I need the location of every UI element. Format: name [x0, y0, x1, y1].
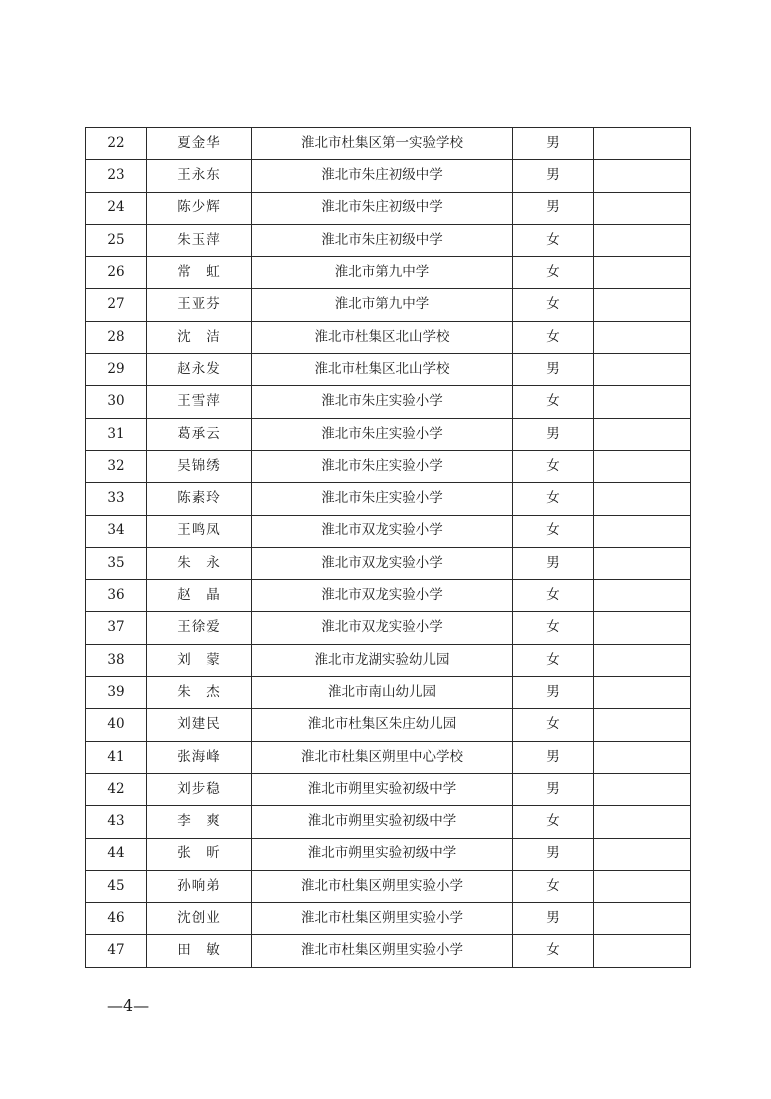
gender-cell: 男	[513, 773, 594, 805]
gender-cell: 女	[513, 224, 594, 256]
note-cell	[594, 612, 691, 644]
person-name: 朱玉萍	[177, 231, 221, 248]
person-name: 王雪萍	[177, 393, 221, 410]
table-row	[86, 741, 691, 773]
gender-cell: 女	[513, 806, 594, 838]
row-number-cell: 26	[86, 257, 147, 289]
gender-cell: 女	[513, 870, 594, 902]
school-cell: 淮北市双龙实验小学	[252, 547, 513, 579]
note-cell	[594, 677, 691, 709]
name-cell	[147, 515, 252, 547]
gender-cell: 男	[513, 160, 594, 192]
name-cell	[147, 677, 252, 709]
name-cell	[147, 612, 252, 644]
gender-cell: 女	[513, 644, 594, 676]
table-row	[86, 418, 691, 450]
person-name: 张海峰	[177, 748, 221, 765]
note-cell	[594, 935, 691, 967]
table-row	[86, 354, 691, 386]
note-cell	[594, 806, 691, 838]
table-row	[86, 128, 691, 160]
row-number-cell: 23	[86, 160, 147, 192]
gender-cell: 男	[513, 741, 594, 773]
row-number-cell: 47	[86, 935, 147, 967]
gender-cell: 男	[513, 677, 594, 709]
person-name: 刘 蒙	[177, 651, 221, 668]
roster-table-body	[86, 128, 691, 968]
gender-cell: 女	[513, 612, 594, 644]
name-cell	[147, 224, 252, 256]
person-name: 李 爽	[177, 813, 221, 830]
page-number: —4—	[107, 996, 150, 1015]
note-cell	[594, 128, 691, 160]
table-row	[86, 257, 691, 289]
name-cell	[147, 644, 252, 676]
name-cell	[147, 418, 252, 450]
roster-table	[85, 127, 691, 968]
row-number-cell: 42	[86, 773, 147, 805]
note-cell	[594, 450, 691, 482]
table-row	[86, 321, 691, 353]
school-cell: 淮北市朔里实验初级中学	[252, 806, 513, 838]
school-cell: 淮北市杜集区朔里实验小学	[252, 903, 513, 935]
school-cell: 淮北市杜集区朔里实验小学	[252, 935, 513, 967]
person-name: 沈创业	[177, 910, 221, 927]
row-number-cell: 24	[86, 192, 147, 224]
note-cell	[594, 773, 691, 805]
note-cell	[594, 870, 691, 902]
person-name: 王鸣凤	[177, 522, 221, 539]
name-cell	[147, 580, 252, 612]
name-cell	[147, 128, 252, 160]
name-cell	[147, 935, 252, 967]
school-cell: 淮北市朔里实验初级中学	[252, 838, 513, 870]
person-name: 朱 永	[177, 554, 221, 571]
person-name: 王亚芬	[177, 296, 221, 313]
person-name: 张 昕	[177, 845, 221, 862]
name-cell	[147, 741, 252, 773]
name-cell	[147, 870, 252, 902]
row-number-cell: 41	[86, 741, 147, 773]
school-cell: 淮北市杜集区北山学校	[252, 321, 513, 353]
gender-cell: 男	[513, 192, 594, 224]
note-cell	[594, 192, 691, 224]
note-cell	[594, 903, 691, 935]
note-cell	[594, 289, 691, 321]
name-cell	[147, 709, 252, 741]
school-cell: 淮北市第九中学	[252, 257, 513, 289]
row-number-cell: 27	[86, 289, 147, 321]
school-cell: 淮北市双龙实验小学	[252, 515, 513, 547]
row-number-cell: 45	[86, 870, 147, 902]
row-number-cell: 43	[86, 806, 147, 838]
gender-cell: 男	[513, 838, 594, 870]
gender-cell: 女	[513, 321, 594, 353]
person-name: 朱 杰	[177, 683, 221, 700]
table-row	[86, 450, 691, 482]
table-row	[86, 612, 691, 644]
note-cell	[594, 838, 691, 870]
person-name: 田 敏	[177, 942, 221, 959]
gender-cell: 男	[513, 547, 594, 579]
school-cell: 淮北市朱庄实验小学	[252, 418, 513, 450]
gender-cell: 男	[513, 128, 594, 160]
gender-cell: 女	[513, 515, 594, 547]
note-cell	[594, 321, 691, 353]
row-number-cell: 30	[86, 386, 147, 418]
gender-cell: 男	[513, 354, 594, 386]
person-name: 吴锦绣	[177, 457, 221, 474]
note-cell	[594, 257, 691, 289]
name-cell	[147, 321, 252, 353]
name-cell	[147, 806, 252, 838]
name-cell	[147, 483, 252, 515]
note-cell	[594, 515, 691, 547]
table-row	[86, 386, 691, 418]
table-row	[86, 870, 691, 902]
name-cell	[147, 192, 252, 224]
row-number-cell: 40	[86, 709, 147, 741]
person-name: 刘步稳	[177, 780, 221, 797]
table-row	[86, 515, 691, 547]
school-cell: 淮北市双龙实验小学	[252, 612, 513, 644]
name-cell	[147, 838, 252, 870]
gender-cell: 女	[513, 289, 594, 321]
school-cell: 淮北市朱庄实验小学	[252, 386, 513, 418]
school-cell: 淮北市朱庄初级中学	[252, 192, 513, 224]
gender-cell: 男	[513, 903, 594, 935]
gender-cell: 女	[513, 935, 594, 967]
note-cell	[594, 644, 691, 676]
note-cell	[594, 483, 691, 515]
table-row	[86, 709, 691, 741]
school-cell: 淮北市朱庄实验小学	[252, 483, 513, 515]
gender-cell: 女	[513, 450, 594, 482]
person-name: 赵永发	[177, 360, 221, 377]
note-cell	[594, 354, 691, 386]
row-number-cell: 34	[86, 515, 147, 547]
row-number-cell: 46	[86, 903, 147, 935]
name-cell	[147, 354, 252, 386]
school-cell: 淮北市杜集区北山学校	[252, 354, 513, 386]
note-cell	[594, 224, 691, 256]
name-cell	[147, 289, 252, 321]
school-cell: 淮北市朱庄实验小学	[252, 450, 513, 482]
person-name: 王永东	[177, 167, 221, 184]
row-number-cell: 37	[86, 612, 147, 644]
note-cell	[594, 160, 691, 192]
table-row	[86, 483, 691, 515]
person-name: 王徐爱	[177, 619, 221, 636]
note-cell	[594, 547, 691, 579]
row-number-cell: 28	[86, 321, 147, 353]
person-name: 葛承云	[177, 425, 221, 442]
gender-cell: 女	[513, 580, 594, 612]
row-number-cell: 39	[86, 677, 147, 709]
row-number-cell: 25	[86, 224, 147, 256]
note-cell	[594, 741, 691, 773]
table-row	[86, 935, 691, 967]
table-row	[86, 160, 691, 192]
school-cell: 淮北市第九中学	[252, 289, 513, 321]
name-cell	[147, 773, 252, 805]
person-name: 陈素玲	[177, 490, 221, 507]
name-cell	[147, 386, 252, 418]
table-row	[86, 677, 691, 709]
person-name: 赵 晶	[177, 587, 221, 604]
table-row	[86, 547, 691, 579]
note-cell	[594, 418, 691, 450]
table-row	[86, 580, 691, 612]
school-cell: 淮北市龙湖实验幼儿园	[252, 644, 513, 676]
name-cell	[147, 257, 252, 289]
table-row	[86, 289, 691, 321]
person-name: 常 虹	[177, 264, 221, 281]
person-name: 刘建民	[177, 716, 221, 733]
note-cell	[594, 386, 691, 418]
table-row	[86, 224, 691, 256]
table-row	[86, 644, 691, 676]
name-cell	[147, 547, 252, 579]
row-number-cell: 31	[86, 418, 147, 450]
table-row	[86, 192, 691, 224]
table-row	[86, 806, 691, 838]
table-row	[86, 903, 691, 935]
school-cell: 淮北市杜集区朱庄幼儿园	[252, 709, 513, 741]
row-number-cell: 35	[86, 547, 147, 579]
note-cell	[594, 709, 691, 741]
person-name: 陈少辉	[177, 199, 221, 216]
school-cell: 淮北市杜集区朔里实验小学	[252, 870, 513, 902]
row-number-cell: 32	[86, 450, 147, 482]
note-cell	[594, 580, 691, 612]
name-cell	[147, 903, 252, 935]
school-cell: 淮北市杜集区第一实验学校	[252, 128, 513, 160]
row-number-cell: 22	[86, 128, 147, 160]
row-number-cell: 33	[86, 483, 147, 515]
school-cell: 淮北市朱庄初级中学	[252, 224, 513, 256]
table-row	[86, 838, 691, 870]
school-cell: 淮北市朔里实验初级中学	[252, 773, 513, 805]
person-name: 沈 洁	[177, 328, 221, 345]
name-cell	[147, 450, 252, 482]
gender-cell: 男	[513, 418, 594, 450]
table-row	[86, 773, 691, 805]
row-number-cell: 36	[86, 580, 147, 612]
person-name: 孙响弟	[177, 877, 221, 894]
school-cell: 淮北市朱庄初级中学	[252, 160, 513, 192]
row-number-cell: 38	[86, 644, 147, 676]
gender-cell: 女	[513, 709, 594, 741]
gender-cell: 女	[513, 386, 594, 418]
name-cell	[147, 160, 252, 192]
row-number-cell: 44	[86, 838, 147, 870]
school-cell: 淮北市杜集区朔里中心学校	[252, 741, 513, 773]
school-cell: 淮北市双龙实验小学	[252, 580, 513, 612]
row-number-cell: 29	[86, 354, 147, 386]
school-cell: 淮北市南山幼儿园	[252, 677, 513, 709]
gender-cell: 女	[513, 483, 594, 515]
gender-cell: 女	[513, 257, 594, 289]
person-name: 夏金华	[177, 134, 221, 151]
